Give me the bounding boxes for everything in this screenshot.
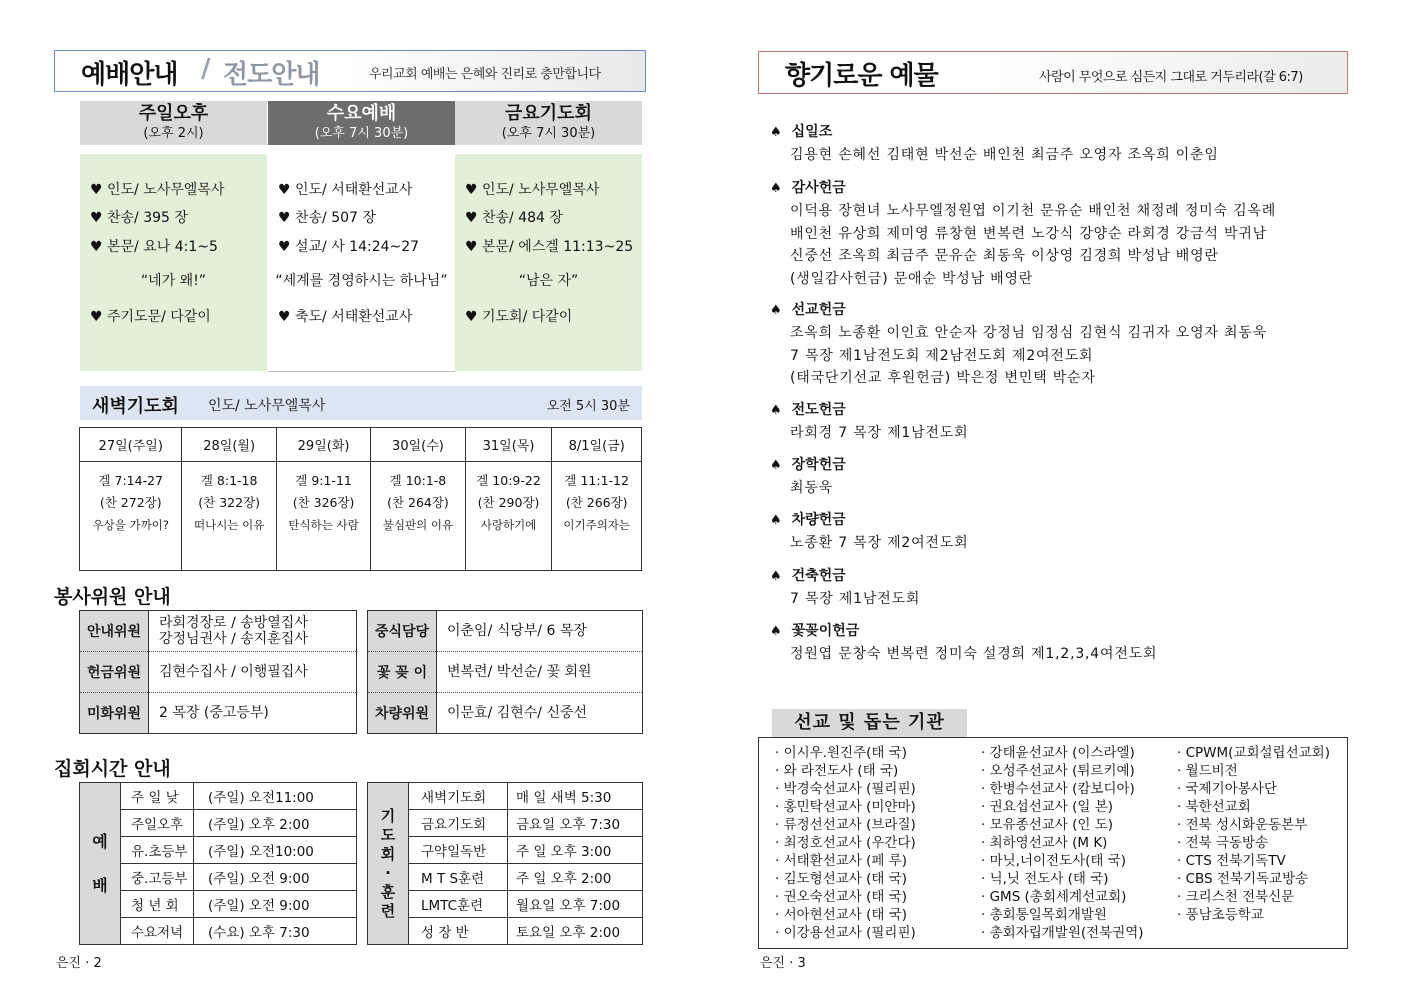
service-line: ♥ 기도회/ 다같이 [465, 309, 573, 325]
offering-names-line: 7 목장 제1남전도회 제2남전도회 제2여전도회 [790, 347, 1094, 364]
offering-building [770, 565, 1350, 611]
service-name: 수요예배 [326, 103, 397, 124]
offering-names-line: 이덕용 장현녀 노사무엘정원엽 이기천 문유순 배인천 채정례 정미숙 김옥례 [790, 203, 1277, 219]
offering-title: 선교헌금 [791, 302, 846, 318]
mission-item: · 이시우.원진주(태 국) [775, 745, 908, 761]
meeting-name: 성 장 반 [409, 918, 508, 945]
offering-heading [770, 177, 1350, 197]
mission-item: · 최하영선교사 (M K) [981, 835, 1108, 851]
mission-item: · 총회자립개발원(전북권역) [981, 925, 1144, 941]
reading-cell [182, 462, 276, 571]
day-cell: 30일(수) [371, 428, 465, 462]
reading-cell [371, 462, 465, 571]
meeting-time: 금요일 오후 7:30 [508, 810, 643, 837]
offering-names [770, 200, 1350, 290]
offering-evangelism [770, 399, 1350, 445]
offering-names-line: 배인천 유상희 제미영 류창현 변복련 노강식 강양순 라회경 강금석 박귀남 [790, 225, 1267, 242]
mission-item: · 강태윤선교사 (이스라엘) [981, 745, 1135, 761]
service-line: ♥ 인도/ 노사무엘목사 [465, 182, 600, 198]
role-value-line: 강정님권사 / 송지훈집사 [159, 631, 308, 647]
meeting-name: 유.초등부 [121, 837, 194, 864]
page-number-right: 은진 · 3 [760, 956, 806, 971]
mission-item: · 북한선교회 [1177, 799, 1251, 815]
right-page-header [758, 51, 1348, 94]
mission-item: · 한병수선교사 (캄보디아) [981, 781, 1135, 797]
service-detail-friday-prayer [455, 154, 642, 371]
spade-icon: ♠ [770, 458, 782, 473]
offering-title: 십일조 [791, 124, 833, 140]
mission-item: · 권요섭선교사 (일 본) [981, 799, 1114, 815]
offering-names-line: (생일감사헌금) 문애순 박성남 배영란 [790, 270, 1034, 287]
dawn-prayer-title: 새벽기도회 [92, 396, 179, 417]
mission-column-1 [775, 744, 916, 942]
bible-text: 겔 10:1-8 [389, 473, 447, 488]
mission-item: · 월드비전 [1177, 763, 1238, 779]
volunteers-title: 봉사위원 안내 [54, 586, 171, 608]
mission-item: · 모유종선교사 (인 도) [981, 817, 1114, 833]
worship-group-label: 예 배 [80, 783, 121, 945]
mission-item: · 오성주선교사 (튀르키예) [981, 763, 1135, 779]
mission-item: · 김도형선교사 (태 국) [775, 871, 908, 887]
offerings-title: 향기로운 예물 [785, 61, 938, 91]
service-detail-wednesday [268, 154, 455, 372]
offering-names: 7 목장 제1남전도회 [790, 591, 921, 607]
offering-vehicle [770, 509, 1350, 555]
role-value [149, 611, 357, 652]
mission-item: · 류정선선교사 (브라질) [775, 817, 916, 833]
offering-title: 전도헌금 [791, 402, 846, 418]
day-cell: 27일(주일) [80, 428, 182, 462]
offerings-verse: 사람이 무엇으로 심든지 그대로 거두리라(갈 6:7) [1039, 70, 1303, 85]
role-value: 변복련/ 박선순/ 꽃 회원 [437, 652, 643, 693]
mission-item: · 최정호선교사 (우간다) [775, 835, 916, 851]
spade-icon: ♠ [770, 181, 782, 196]
role-label: 차량위원 [368, 693, 437, 734]
offering-title: 장학헌금 [791, 457, 846, 473]
service-detail-sunday-afternoon [80, 154, 267, 371]
mission-item: · 총회통일목회개발원 [981, 907, 1107, 923]
offering-title: 차량헌금 [791, 512, 846, 528]
offering-heading [770, 399, 1350, 419]
offering-names [770, 322, 1350, 390]
mission-item: · 전북 성시화운동본부 [1177, 817, 1308, 833]
worship-times-table [79, 782, 357, 945]
service-line: ♥ 설교/ 사 14:24~27 [278, 239, 420, 255]
theme: 사랑하기에 [480, 518, 537, 532]
hymn: (찬 290장) [477, 495, 540, 510]
reading-cell [80, 462, 182, 571]
offering-flowers [770, 620, 1350, 666]
offering-names-line: (태국단기선교 후원헌금) 박은정 변민택 박순자 [790, 370, 1096, 386]
service-line: ♥ 축도/ 서태환선교사 [278, 309, 413, 325]
offering-names: 최동욱 [790, 480, 833, 496]
meeting-name: LMTC훈련 [409, 891, 508, 918]
offering-heading [770, 299, 1350, 319]
theme: 우상을 가까이? [92, 518, 169, 532]
meeting-name: 새벽기도회 [409, 783, 508, 810]
service-line: ♥ 인도/ 노사무엘목사 [90, 182, 225, 198]
offering-names: 노종환 7 목장 제2여전도회 [790, 535, 969, 551]
day-cell: 29일(화) [276, 428, 370, 462]
bible-text: 겔 8:1-18 [200, 473, 258, 488]
offering-names: 김용현 손혜선 김태현 박선순 배인천 최금주 오영자 조옥희 이춘임 [790, 147, 1219, 163]
bible-text: 겔 7:14-27 [98, 473, 164, 488]
meeting-time: 매 일 새벽 5:30 [508, 783, 643, 810]
role-label: 헌금위원 [80, 652, 149, 693]
service-header-friday-prayer [455, 101, 642, 145]
dawn-prayer-leader: 인도/ 노사무엘목사 [208, 398, 326, 414]
mission-item: · 국제기아봉사단 [1177, 781, 1277, 797]
service-line: ♥ 찬송/ 395 장 [90, 210, 188, 226]
theme: 이기주의자는 [563, 518, 631, 532]
mission-item: · 전북 극동방송 [1177, 835, 1269, 851]
sermon-title: “네가 왜!” [140, 273, 207, 289]
meeting-time: 토요일 오후 2:00 [508, 918, 643, 945]
left-page-header [54, 50, 646, 92]
mission-item: · 홍민탁선교사 (미얀마) [775, 799, 916, 815]
offering-names: 라회경 7 목장 제1남전도회 [790, 425, 969, 441]
role-value: 2 목장 (중고등부) [159, 705, 269, 721]
spade-icon: ♠ [770, 303, 782, 318]
day-cell: 8/1일(금) [552, 428, 642, 462]
meeting-time: 주 일 오후 2:00 [508, 864, 643, 891]
theme: 탄식하는 사람 [288, 518, 359, 532]
dawn-prayer-bar [80, 386, 642, 420]
spade-icon: ♠ [770, 513, 782, 528]
spade-icon: ♠ [770, 125, 782, 140]
hymn: (찬 326장) [292, 495, 355, 510]
meeting-time: 월요일 오후 7:00 [508, 891, 643, 918]
volunteers-table-left [79, 610, 357, 734]
offering-heading [770, 509, 1350, 529]
service-time: (오후 7시 30분) [314, 126, 409, 141]
reading-cell [465, 462, 552, 571]
mission-item: · 크리스천 전북신문 [1177, 889, 1295, 905]
meeting-time: (수요) 오후 7:30 [194, 918, 357, 945]
meeting-time: (주일) 오후 2:00 [194, 810, 357, 837]
meeting-name: 금요기도회 [409, 810, 508, 837]
bible-text: 겔 9:1-11 [295, 473, 352, 488]
meeting-time: (주일) 오전 9:00 [194, 891, 357, 918]
meeting-name: 구약일독반 [409, 837, 508, 864]
service-name: 금요기도회 [505, 103, 592, 124]
meeting-time: (주일) 오전 9:00 [194, 864, 357, 891]
dawn-prayer-schedule-table [79, 427, 642, 571]
mission-item: · 마닛,너이전도사(태 국) [981, 853, 1127, 869]
spade-icon: ♠ [770, 624, 782, 639]
theme: 불심판의 이유 [382, 518, 454, 532]
page-number-left: 은진 · 2 [56, 956, 102, 971]
mission-section-tab: 선교 및 돕는 기관 [772, 709, 967, 737]
meeting-name: M T S훈련 [409, 864, 508, 891]
mission-item: · 와 라전도사 (태 국) [775, 763, 899, 779]
spade-icon: ♠ [770, 569, 782, 584]
bible-text: 겔 11:1-12 [564, 473, 629, 488]
service-line: ♥ 본문/ 요나 4:1~5 [90, 239, 218, 255]
offering-heading [770, 620, 1350, 640]
prayer-training-table [367, 782, 643, 945]
day-cell: 31일(목) [465, 428, 552, 462]
service-line: ♥ 주기도문/ 다같이 [90, 309, 211, 325]
offering-names-line: 조옥희 노종환 이인효 안순자 강정님 임정심 김현식 김귀자 오영자 최동욱 [790, 325, 1267, 341]
meeting-time: (주일) 오전11:00 [194, 783, 357, 810]
mission-item: · 풍남초등학교 [1177, 907, 1264, 923]
mission-item: · 권오숙선교사 (태 국) [775, 889, 908, 905]
offering-heading [770, 121, 1350, 141]
mission-item: · 이강용선교사 (필리핀) [775, 925, 916, 941]
title-separator: / [201, 54, 211, 84]
role-value-line: 라회경장로 / 송방열집사 [159, 615, 308, 631]
meeting-name: 주일오후 [121, 810, 194, 837]
offering-heading [770, 565, 1350, 585]
offering-mission [770, 299, 1350, 390]
mission-column-3 [1177, 744, 1330, 924]
offering-names: 정원엽 문창숙 변복련 정미숙 설경희 제1,2,3,4여전도회 [790, 646, 1158, 662]
mission-item: · 서태환선교사 (페 루) [775, 853, 908, 869]
offering-thanksgiving [770, 177, 1350, 290]
role-label: 안내위원 [80, 611, 149, 652]
hymn: (찬 266장) [565, 495, 628, 510]
worship-info-title: 예배안내 [81, 60, 178, 90]
evangelism-info-title: 전도안내 [223, 60, 320, 90]
theme: 떠나시는 이유 [194, 518, 265, 532]
meeting-name: 주 일 낮 [121, 783, 194, 810]
offering-title: 건축헌금 [791, 568, 846, 584]
offering-scholarship [770, 454, 1350, 500]
sermon-title: “남은 자” [518, 273, 579, 289]
role-value: 이춘임/ 식당부/ 6 목장 [437, 611, 643, 652]
reading-cell [552, 462, 642, 571]
service-header-sunday-afternoon [80, 101, 267, 145]
meeting-time: 주 일 오후 3:00 [508, 837, 643, 864]
hymn: (찬 264장) [387, 495, 449, 510]
offering-title: 감사헌금 [791, 180, 846, 196]
offering-tithe [770, 121, 1350, 167]
meeting-name: 중.고등부 [121, 864, 194, 891]
meeting-time: (주일) 오전10:00 [194, 837, 357, 864]
church-slogan: 우리교회 예배는 은혜와 진리로 충만합니다 [369, 67, 601, 82]
service-line: ♥ 본문/ 에스겔 11:13~25 [465, 239, 634, 255]
mission-item: · 닉,닛 전도사 (태 국) [981, 871, 1109, 887]
service-line: ♥ 찬송/ 507 장 [278, 210, 376, 226]
spade-icon: ♠ [770, 403, 782, 418]
service-line: ♥ 찬송/ 484 장 [465, 210, 563, 226]
meeting-name: 청 년 회 [121, 891, 194, 918]
service-time: (오후 7시 30분) [501, 126, 596, 141]
mission-item: · 서아현선교사 (태 국) [775, 907, 908, 923]
mission-column-2 [981, 744, 1144, 942]
role-label: 중식담당 [368, 611, 437, 652]
offering-heading [770, 454, 1350, 474]
mission-list-box [758, 737, 1348, 949]
reading-cell [276, 462, 370, 571]
mission-item: · CPWM(교회설립선교회) [1177, 745, 1330, 761]
day-cell: 28일(월) [182, 428, 276, 462]
role-value: 이문효/ 김현수/ 신중선 [447, 705, 588, 721]
service-name: 주일오후 [138, 103, 209, 124]
hymn: (찬 322장) [198, 495, 261, 510]
role-value: 김현수집사 / 이행필집사 [149, 652, 357, 693]
mission-item: · CBS 전북기독교방송 [1177, 871, 1309, 887]
mission-item: · CTS 전북기독TV [1177, 853, 1286, 869]
role-label: 미화위원 [80, 693, 149, 734]
meetings-title: 집회시간 안내 [54, 758, 171, 780]
mission-item: · 박경숙선교사 (필리핀) [775, 781, 916, 797]
prayer-group-label: 기 도 회 · 훈 련 [368, 783, 409, 945]
mission-item: · GMS (총회세계선교회) [981, 889, 1127, 905]
sermon-title: “세계를 경영하시는 하나님” [275, 273, 448, 289]
meeting-name: 수요저녁 [121, 918, 194, 945]
dawn-prayer-time: 오전 5시 30분 [546, 399, 630, 414]
service-time: (오후 2시) [143, 126, 204, 141]
service-header-wednesday [268, 101, 455, 145]
bible-text: 겔 10:9-22 [476, 473, 541, 488]
volunteers-table-right [367, 610, 643, 734]
role-label: 꽃 꽂 이 [368, 652, 437, 693]
offering-names-line: 신중선 조옥희 최금주 문유순 최동욱 이상영 김경희 박성남 배영란 [790, 248, 1219, 264]
hymn: (찬 272장) [99, 495, 162, 510]
offering-title: 꽃꽂이헌금 [791, 623, 860, 639]
service-line: ♥ 인도/ 서태환선교사 [278, 182, 413, 198]
